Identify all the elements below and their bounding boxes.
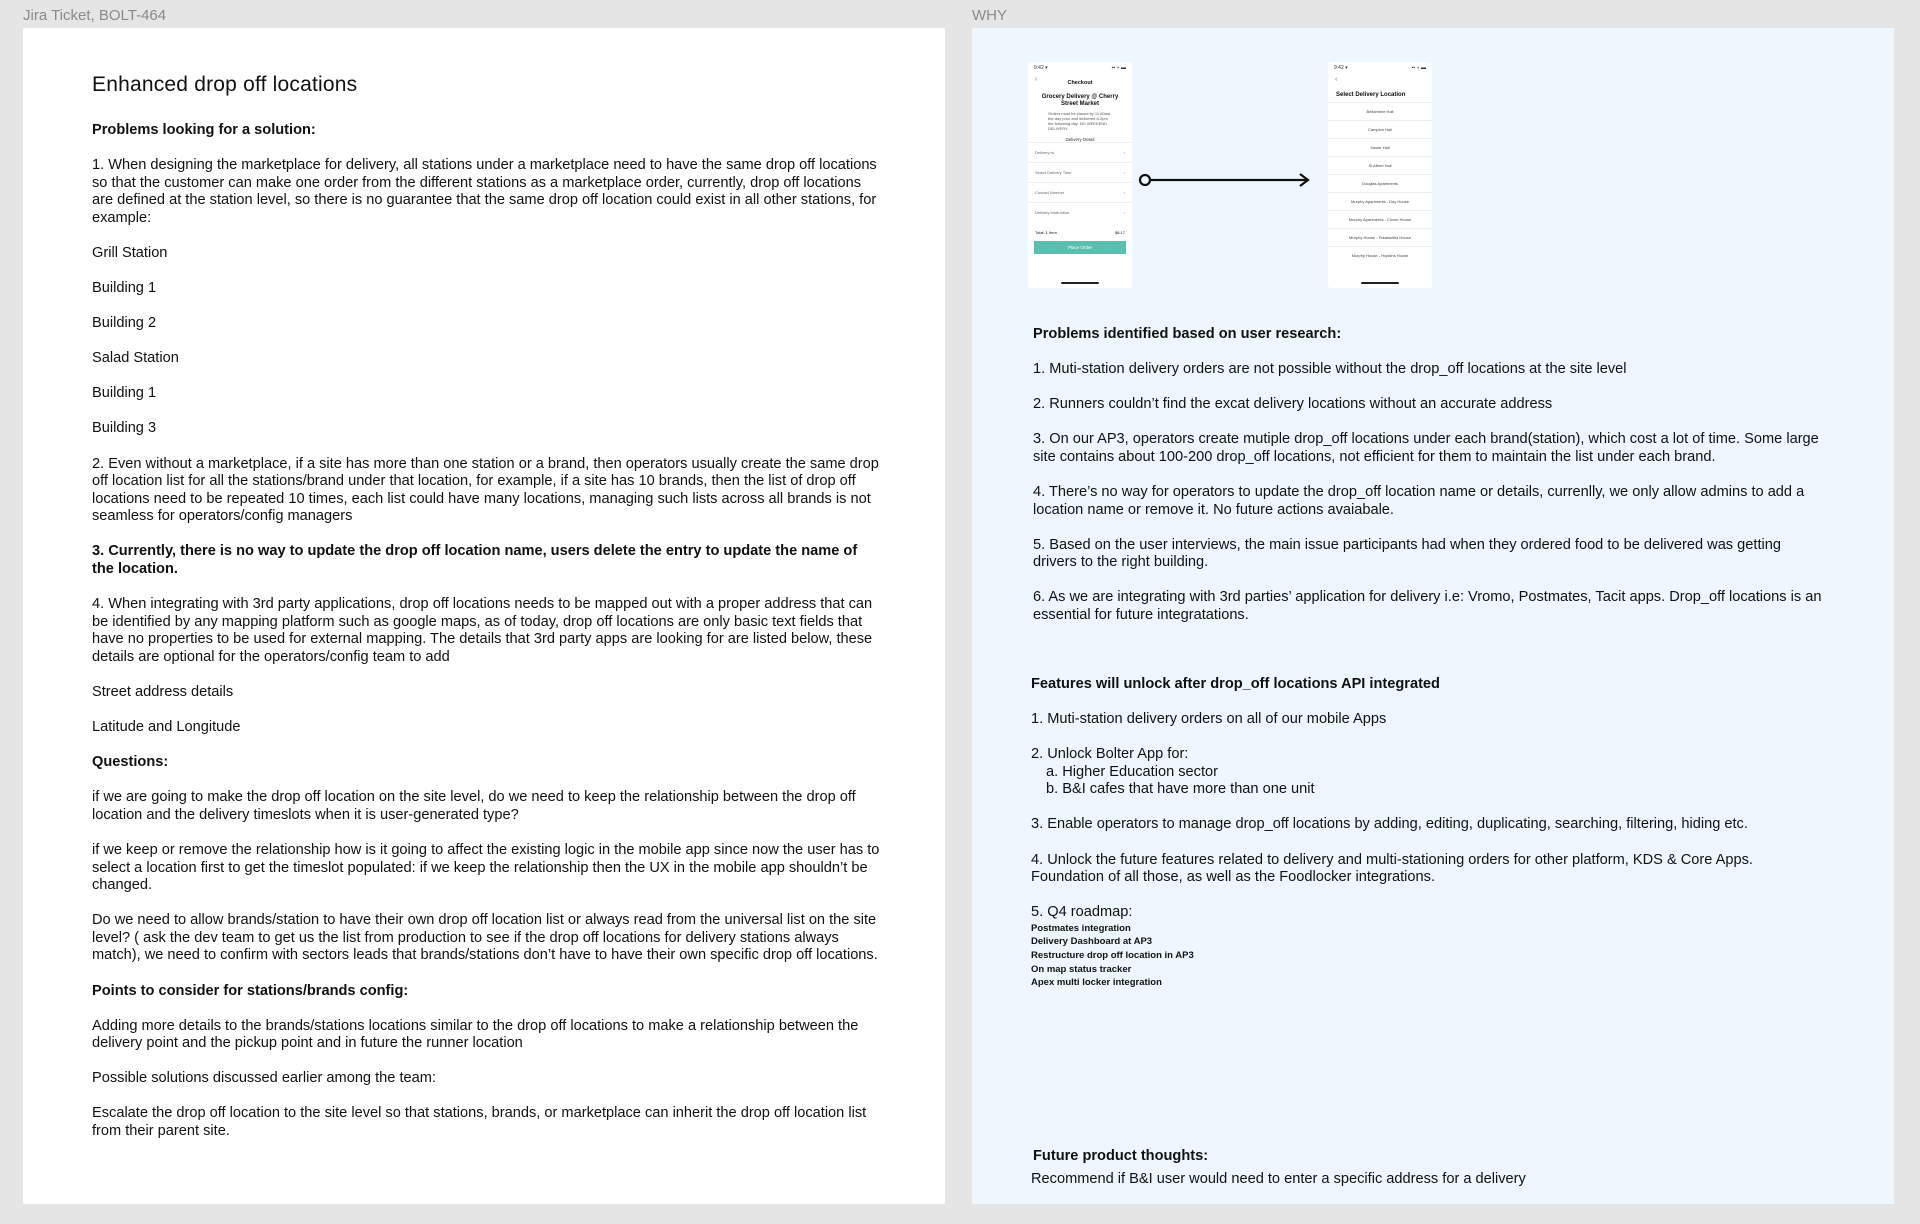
future-text-wrap <box>1031 1171 1821 1189</box>
roadmap-item: Postmates integration <box>1031 922 1131 934</box>
document-title: Enhanced drop off locations <box>92 73 358 96</box>
roadmap-item: Delivery Dashboard at AP3 <box>1031 936 1153 948</box>
problem-4: 4. When integrating with 3rd party applications, drop off locations needs to be mapped out with a proper address that can be identified by any mapping platform such as google maps, as of today, drop off locations are only basic text fields that have no properties to be used for external mapping. The details that 3rd party apps are looking for are listed below, these details are optional for the operators/config team to add <box>92 596 873 665</box>
point-2: Possible solutions discussed earlier among the team: <box>92 1070 436 1087</box>
detail-item: Latitude and Longitude <box>92 719 241 736</box>
example-item: Building 1 <box>92 385 157 402</box>
research-item: 6. As we are integrating with 3rd parties’ application for delivery i.e: Vromo, Postmates, Tacit apps. Drop_off locations is an essential for future integratations. <box>1033 589 1822 623</box>
checkout-screen-mockup <box>1028 62 1132 288</box>
status-time: 9:42 ▾ <box>1034 65 1048 71</box>
location-item: Murphy Apartments - Clover House <box>1328 210 1432 228</box>
feature-item: 5. Q4 roadmap: Postmates integration Delivery Dashboard at AP3 Restructure drop off location in AP3 On map status tracker Apex multi locker integration <box>1031 904 1821 990</box>
flow-arrow-icon <box>1138 172 1314 188</box>
example-item: Salad Station <box>92 350 179 367</box>
heading-questions: Questions: <box>92 754 169 771</box>
point-3: Escalate the drop off location to the site level so that stations, brands, or marketplace can inherit the drop off location list from their parent site. <box>92 1105 867 1139</box>
location-item: Campion Hall <box>1328 120 1432 138</box>
question-2: if we keep or remove the relationship how is it going to affect the existing logic in the mobile app since now the user has to select a location first to get the timeslot populated: if we keep the relationship then the UX in the mobile app shouldn’t be changed. <box>92 841 880 894</box>
place-order-button: Place Order <box>1034 241 1126 254</box>
location-item: Murphy House - Tekakwitha House <box>1328 228 1432 246</box>
example-item: Building 2 <box>92 315 157 332</box>
status-time: 9:42 ▾ <box>1334 65 1348 71</box>
feature-subitem: a. Higher Education sector <box>1046 763 1218 780</box>
point-1: Adding more details to the brands/stations locations similar to the drop off locations to make a relationship between the delivery point and the pickup point and in future the runner location <box>92 1017 859 1052</box>
problem-2: 2. Even without a marketplace, if a site has more than one station or a brand, then operators usually create the same drop off location list for all the stations/brand under that location, for example, if a site has 10 brands, then the list of drop off locations need to be repeated 10 times, each list could have many locations, managing such lists across all brands is not seamless for operators/config managers <box>92 455 879 525</box>
heading-points: Points to consider for stations/brands config: <box>92 982 409 999</box>
problem-3: 3. Currently, there is no way to update the drop off location name, users delete the entry to update the name of the location. <box>92 543 858 577</box>
heading-research: Problems identified based on user research: <box>1033 326 1342 342</box>
question-1: if we are going to make the drop off location on the site level, do we need to keep the relationship between the drop off location and the delivery timeslots when it is user-generated type? <box>92 789 856 823</box>
heading-problems: Problems looking for a solution: <box>92 122 316 138</box>
problem-1: 1. When designing the marketplace for delivery, all stations under a marketplace need to have the same drop off locations so that the customer can make one order from the different stations as a marketplace order, currently, drop off locations are defined at the station level, so there is no guarantee that the same drop off location could exist in all other stations, for example: <box>92 157 877 226</box>
status-icons: ▪▪ ◗ ▬ <box>1411 65 1426 71</box>
status-bar <box>1028 62 1132 74</box>
heading-future: Future product thoughts: <box>1033 1148 1209 1164</box>
roadmap-list <box>1031 922 1821 990</box>
detail-item: Street address details <box>92 683 234 700</box>
status-bar <box>1328 62 1432 74</box>
location-item: Murphy House - Hopkins House <box>1328 246 1432 264</box>
jira-ticket-frame[interactable] <box>23 28 945 1204</box>
research-item: 3. On our AP3, operators create mutiple drop_off locations under each brand(station), which cost a lot of time. Some large site contains about 100-200 drop_off locations, not efficient for them to maintain the list under each brand. <box>1033 431 1819 465</box>
example-item: Building 1 <box>92 280 157 297</box>
question-3: Do we need to allow brands/station to have their own drop off location list or always read from the universal list on the site level? ( ask the dev team to get us the list from production to see if the drop off locations for delivery stations always match), we need to confirm with sectors leads that brands/stations don’t have to have their own specific drop off locations. <box>92 912 878 964</box>
research-item: 2. Runners couldn’t find the excat delivery locations without an accurate address <box>1033 396 1553 413</box>
feature-item: 2. Unlock Bolter App for: a. Higher Education sector b. B&I cafes that have more than one unit <box>1031 746 1821 799</box>
status-icons: ▪▪ ◗ ▬ <box>1111 65 1126 71</box>
feature-subitem: b. B&I cafes that have more than one unit <box>1046 781 1315 798</box>
home-indicator <box>1361 282 1399 284</box>
location-item: Murphy Apartments - Day House <box>1328 192 1432 210</box>
location-item: Bellarmine Hall <box>1328 102 1432 120</box>
example-item: Grill Station <box>92 244 168 261</box>
home-indicator <box>1061 282 1099 284</box>
frame-label-jira[interactable]: Jira Ticket, BOLT-464 <box>23 7 167 24</box>
back-icon: ‹ <box>1335 76 1338 83</box>
detail-row: Delivery Instruction › <box>1028 202 1132 222</box>
screen-title: Select Delivery Location <box>1336 92 1406 98</box>
research-item: 4. There’s no way for operators to update the drop_off location name or details, currenlly, we only allow admins to add a location name or remove it. No future actions avaiabale. <box>1033 483 1805 518</box>
frame-label-why[interactable]: WHY <box>972 7 1007 24</box>
future-text: Recommend if B&I user would need to enter a specific address for a delivery <box>1031 1171 1526 1187</box>
store-note: Orders must be placed by 11:00am the day prior and delivered 8-2pm the following day. NO WEEKEND DELIVERY. <box>1048 111 1111 131</box>
roadmap-item: Restructure drop off location in AP3 <box>1031 950 1194 962</box>
location-item: Xavier Hall <box>1328 138 1432 156</box>
select-location-screen-mockup <box>1328 62 1432 288</box>
research-item: 5. Based on the user interviews, the main issue participants had when they ordered food to be delivered was getting drivers to the right building. <box>1033 536 1781 571</box>
roadmap-item: Apex multi locker integration <box>1031 977 1162 989</box>
research-section <box>1033 326 1823 642</box>
back-icon: ‹ <box>1035 76 1038 83</box>
ticket-document <box>92 72 882 1158</box>
detail-row: Select Delivery Time › <box>1028 162 1132 182</box>
roadmap-item: On map status tracker <box>1031 963 1132 975</box>
feature-item: 4. Unlock the future features related to delivery and multi-stationing orders for other platform, KDS & Core Apps. Foundation of all those, as well as the Foodlocker integrations. <box>1031 851 1753 886</box>
why-frame[interactable] <box>972 28 1894 1204</box>
detail-row: Contact Number › <box>1028 182 1132 202</box>
future-section <box>1033 1148 1823 1172</box>
location-item: Douglas Apartments <box>1328 174 1432 192</box>
example-item: Building 3 <box>92 420 157 437</box>
section-title: Delivery Detail <box>1065 137 1095 142</box>
location-item: St Albert Hall <box>1328 156 1432 174</box>
heading-features: Features will unlock after drop_off locations API integrated <box>1031 676 1440 692</box>
features-section <box>1031 676 1821 990</box>
order-total: Total: 1 Item $8.17 <box>1035 230 1125 235</box>
store-name: Grocery Delivery @ Cherry Street Market <box>1041 94 1119 107</box>
screen-title: Checkout <box>1067 80 1093 86</box>
feature-item: 1. Muti-station delivery orders on all of our mobile Apps <box>1031 711 1387 728</box>
research-item: 1. Muti-station delivery orders are not possible without the drop_off locations at the site level <box>1033 361 1627 378</box>
detail-row: Delivery to › <box>1028 142 1132 162</box>
feature-item: 3. Enable operators to manage drop_off locations by adding, editing, duplicating, searching, filtering, hiding etc. <box>1031 816 1748 833</box>
